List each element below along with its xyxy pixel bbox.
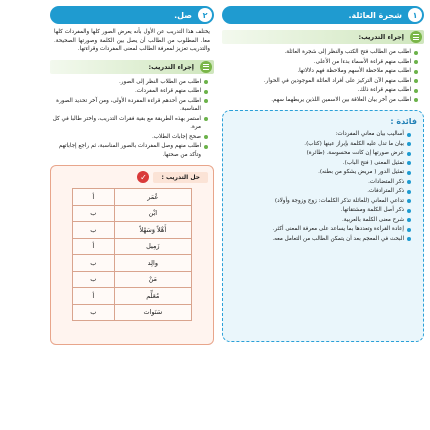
word-cell: أَهْلاً وَسَهْلاً [114,222,191,239]
list-item: استمر بهذه الطريقة مع بقية فقرات التدريب، واختر طالبا في كل مرة. [50,115,208,132]
list-item: ذكر المتضادات. [229,178,411,187]
list-item: عرض صورتها إن كانت محسوسة. (طائرة) [229,149,411,158]
word-cell: عُمَر [114,189,191,206]
list-item: اطلب منهم قراءة ذلك. [222,86,418,95]
list-item: اطلب من الطالب فتح الكتب والنظر إلى شجرة العائلة. [222,48,418,57]
procedure-bar [222,30,424,44]
table-row [73,271,192,288]
intro-paragraph: يختلف هذا التدريب عن الأول بأنه يعرض الصور كلها والمفردات كلها معا. المطلوب من الطالب أن يصل بين الكلمة وصورتها الصحيحة. والتدريب تعزيز لمعرفة الطالب لمعنى المفردات وقراءتها. [54,29,210,52]
procedure-steps [222,48,424,104]
procedure-title: إجراء التدريب: [148,62,194,71]
list-item: البحث في المعجم بعد أن يتمكن الطالب من التعامل معه. [229,235,411,244]
list-item: تمثيل الدور ( مريض يشكو من بطنه). [229,168,411,177]
left-column [50,6,214,345]
tip-box [222,110,424,342]
section-title: شجرة العائلة. [348,10,402,20]
list-item: اطلب منهم قراءة المفردات. [50,87,208,96]
table-row [73,205,192,222]
table-row [73,288,192,305]
table-row [73,189,192,206]
section-number-badge: ٢ [198,8,212,22]
table-row [73,238,192,255]
right-column [222,6,424,342]
tip-title: فائدة : [390,117,417,126]
word-cell: والِد [114,255,191,272]
list-item: صحح إجابات الطلاب. [50,133,208,142]
procedure-title: إجراء التدريب: [358,33,404,41]
word-cell: زَمِيل [114,238,191,255]
list-icon [410,31,422,43]
section-title: صل. [174,10,192,20]
list-item: اطلب من الطلاب النظر إلى الصور. [50,78,208,87]
list-item: اطلب منهم ملاحظة الأسهم وملاحظة فهم دلالاتها. [222,67,418,76]
word-cell: سَنَوات [114,304,191,321]
answer-cell: ب [73,271,115,288]
list-item: اطلب منهم قراءة الأسماء بدءا من الأعلى. [222,58,418,67]
list-icon [200,61,212,73]
list-item: ذكر أصل الكلمة ومشتقاتها. [229,206,411,215]
table-row [73,222,192,239]
solution-table [72,188,192,321]
list-item: ذكر المترادفات. [229,187,411,196]
table-row [73,255,192,272]
solution-header [56,171,208,183]
answer-cell: أ [73,238,115,255]
answer-cell: ب [73,255,115,272]
section-1-header [222,6,424,24]
list-item: اطلب من آخر بيان العلاقة بين الاسمين اللذين يربطهما سهم. [222,96,418,105]
solution-box [50,165,214,345]
section-number-badge: ١ [408,8,422,22]
procedure-bar [50,60,214,74]
list-item: تمثيل المعنى ( فتح الباب). [229,159,411,168]
section-2-header [50,6,214,24]
answer-cell: ب [73,304,115,321]
list-item: بيان ما تدل عليه الكلمة بإبراز عينها (كتاب). [229,140,411,149]
table-row [73,304,192,321]
word-cell: مُعَلِّم [114,288,191,305]
list-item: اطلب منهم وصل المفردات بالصور المناسبة، ثم راجع إجاباتهم وتأكد من صحتها. [50,142,208,159]
answer-cell: أ [73,288,115,305]
list-item: إعادة القراءة وتعددها بما يساعد على معرفة المعنى أكثر. [229,225,411,234]
list-item: اطلب منهم الآن التركيز على أفراد العائلة الموجودين في الحوار. [222,77,418,86]
list-item: تداعي المعاني (للعائلة تذكر الكلمات: زوج وزوجة وأولاد) [229,197,411,206]
answer-cell: أ [73,189,115,206]
answer-cell: ب [73,205,115,222]
list-item: اطلب من أحدهم قراءة المفردة الأولى، ومن آخر تحديد الصورة المناسبة. [50,97,208,114]
word-cell: ابْن [114,205,191,222]
list-item: أساليب بيان معاني المفردات: [229,130,411,139]
procedure-steps [50,78,214,160]
checkmark-icon: ✓ [137,171,149,183]
answer-cell: ب [73,222,115,239]
word-cell: مَنْ [114,271,191,288]
tip-list [229,130,417,243]
list-item: شرح معنى الكلمة بالعربية. [229,216,411,225]
solution-title: حل التدريب : [153,172,208,183]
